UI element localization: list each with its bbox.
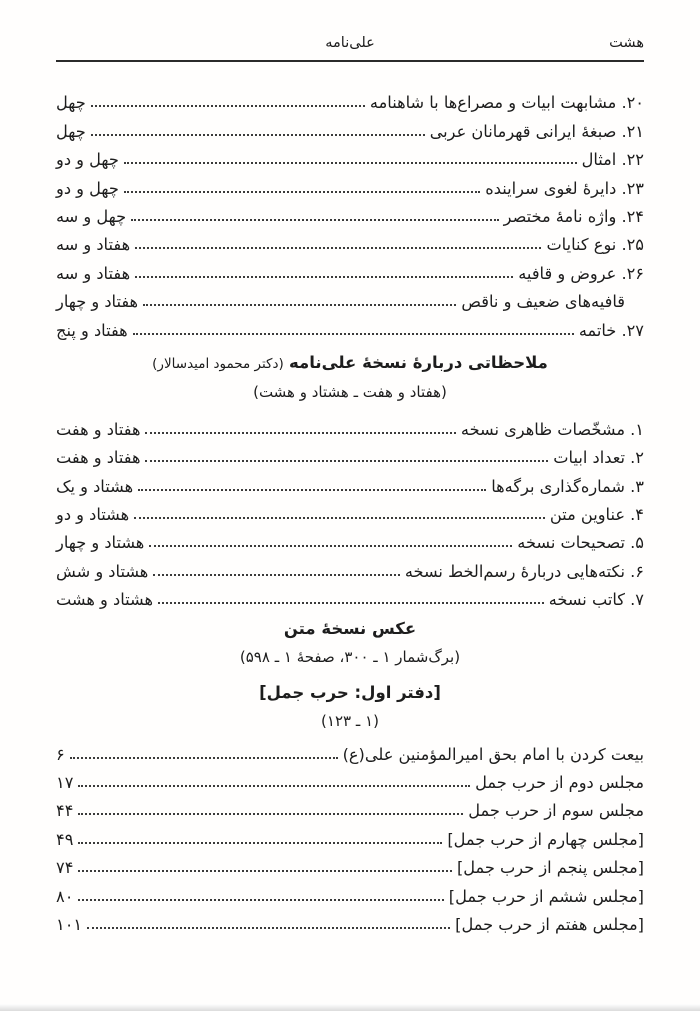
toc-entry [56,853,644,881]
toc-entry-title: ۲۷. خاتمه [578,320,644,340]
section-title: ملاحظاتی دربارهٔ نسخهٔ علی‌نامه [289,352,548,372]
toc-entry-title: ۷. کاتب نسخه [548,590,644,610]
toc-entry-page: ۱۷ [56,773,74,793]
toc-entry [56,443,644,471]
header-rule [56,60,644,62]
toc-entry-title: ۲۶. عروض و قافیه [518,263,644,283]
toc-entry [56,881,644,909]
toc-entry-page: چهل و دو [56,150,119,170]
section-heading-daftar1 [56,679,644,735]
dotted-leader [78,870,452,872]
toc-entry-page: هشتاد و هشت [56,590,153,610]
toc-entry-page: هفتاد و هفت [56,448,141,468]
toc-entry-page: هفتاد و پنج [56,320,128,340]
toc-entry-title: مجلس دوم از حرب جمل [475,773,644,793]
dotted-leader [134,517,545,519]
section-author: (دکتر محمود امیدسالار) [152,355,284,372]
toc-entry [56,528,644,556]
section-page-range: (۱ ـ ۱۲۳) [321,712,379,731]
section-heading-facsimile [56,615,644,671]
toc-entry [56,910,644,938]
toc-entry [56,768,644,796]
toc-entry-title: [مجلس هفتم از حرب جمل] [455,914,644,934]
dotted-leader [91,134,425,136]
toc-entry-title: ۶. نکته‌هایی دربارهٔ رسم‌الخط نسخه [404,561,644,581]
dotted-leader [145,432,455,434]
dotted-leader [158,602,544,604]
toc-entry-title: ۳. شماره‌گذاری برگه‌ها [491,476,644,496]
toc-entry-title: [مجلس ششم از حرب جمل] [448,886,644,906]
toc-entry-page: هشتاد و چهار [56,533,145,553]
toc-entry-title: قافیه‌های ضعیف و ناقص [461,292,625,312]
toc-entry-title: [مجلس پنجم از حرب جمل] [456,858,644,878]
toc-entry-title: ۲۴. واژه نامهٔ مختصر [503,206,644,226]
toc-entry [56,315,644,343]
dotted-leader [133,333,574,335]
toc-entry-page: ۴۹ [56,829,74,849]
section-title: عکس نسخهٔ متن [283,619,417,639]
section-page-range: (برگ‌شمار ۱ ـ ۳۰۰، صفحهٔ ۱ ـ ۵۹۸) [239,648,461,667]
toc-entry [56,202,644,230]
toc-entry [56,585,644,613]
toc-entry [56,145,644,173]
toc-entry [56,500,644,528]
toc-entry-page: چهل و دو [56,178,119,198]
toc-entry-title: ۲۱. صبغهٔ ایرانی قهرمانان عربی [429,121,644,141]
toc-entry-page: هشتاد و شش [56,561,149,581]
running-title: علی‌نامه [325,35,375,51]
page-bottom-scan-shadow [0,1004,700,1011]
toc-entry-title: ۱. مشخّصات ظاهری نسخه [460,419,644,439]
toc-entry-page: چهل [56,93,86,113]
dotted-leader [78,813,463,815]
dotted-leader [143,304,456,306]
toc-entry [56,88,644,116]
toc-entry-title: ۴. عناوین متن [549,505,644,525]
dotted-leader [91,105,365,107]
section-page-range: (هفتاد و هفت ـ هشتاد و هشت) [253,382,447,401]
toc-entry [56,824,644,852]
toc-entry-sub [56,287,644,315]
dotted-leader [135,276,513,278]
toc-entry-page: چهل و سه [56,206,127,226]
toc-entry-page: هشتاد و دو [56,505,130,525]
page-number-word: هشت [609,35,644,51]
dotted-leader [149,545,512,547]
toc-entry-title: ۲۵. نوع کنایات [546,235,644,255]
toc-section-intro [56,88,644,344]
toc-entry [56,739,644,767]
dotted-leader [135,247,541,249]
toc-section-notes [56,415,644,614]
toc-entry-page: هشتاد و یک [56,476,134,496]
dotted-leader [124,191,480,193]
toc-entry-title: ۲. تعداد ابیات [553,448,644,468]
toc-entry-title: [مجلس چهارم از حرب جمل] [447,829,644,849]
toc-entry [56,173,644,201]
dotted-leader [131,219,499,221]
toc-entry [56,796,644,824]
toc-section-daftar1 [56,739,644,938]
toc-entry [56,258,644,286]
toc-entry-title: بیعت کردن با امام بحق امیرالمؤمنین علی(ع) [342,744,644,764]
dotted-leader [78,899,443,901]
toc-entry-page: ۱۰۱ [56,914,83,934]
dotted-leader [138,489,486,491]
section-title: [دفتر اول: حرب جمل] [259,683,441,703]
section-heading-notes [56,349,644,406]
toc-entry [56,116,644,144]
section-title-line [56,349,644,378]
toc-entry-page: هفتاد و هفت [56,419,141,439]
toc-entry-page: هفتاد و سه [56,263,131,283]
dotted-leader [78,842,442,844]
toc-entry-title: ۲۲. امثال [581,150,644,170]
toc-entry-page: چهل [56,121,86,141]
toc-entry-page: هفتاد و چهار [56,292,139,312]
toc-entry [56,230,644,258]
toc-entry-page: ۷۴ [56,858,74,878]
toc-entry-title: ۲۳. دایرهٔ لغوی سراینده [485,178,644,198]
toc-entry-title: ۵. تصحیحات نسخه [517,533,644,553]
toc-entry [56,556,644,584]
dotted-leader [87,927,450,929]
dotted-leader [153,574,400,576]
toc-entry-page: هفتاد و سه [56,235,131,255]
dotted-leader [70,757,338,759]
dotted-leader [124,162,577,164]
toc-entry-title: مجلس سوم از حرب جمل [468,801,644,821]
toc-entry-page: ۴۴ [56,801,74,821]
toc-entry-page: ۸۰ [56,886,74,906]
toc-entry-page: ۶ [56,744,65,764]
dotted-leader [78,785,470,787]
dotted-leader [145,460,548,462]
running-head [56,33,644,53]
toc-entry [56,471,644,499]
toc-entry [56,415,644,443]
toc-entry-title: ۲۰. مشابهت ابیات و مصراع‌ها با شاهنامه [369,93,644,113]
